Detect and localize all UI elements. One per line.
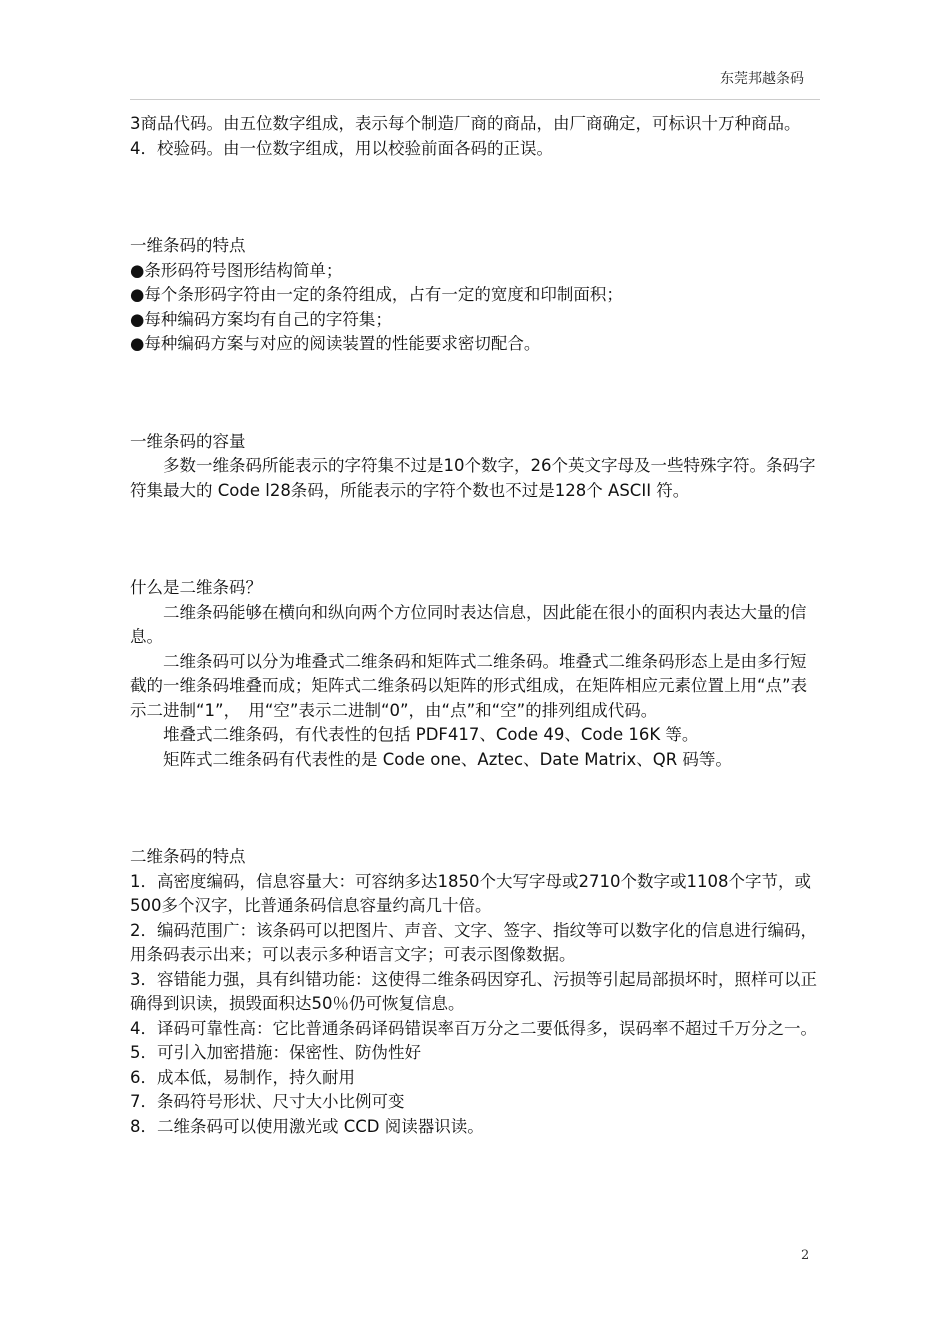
list-item: ●每种编码方案均有自己的字符集； [130, 309, 392, 329]
list-item: 4．译码可靠性高：它比普通条码译码错误率百万分之二要低得多，误码率不超过千万分之一。 [130, 1018, 817, 1038]
section-spacer [130, 161, 820, 234]
paragraph: 堆叠式二维条码，有代表性的包括 PDF417、Code 49、Code 16K 等。 [163, 725, 699, 744]
page-header: 东莞邦越条码 [720, 71, 804, 87]
list-item: 6．成本低，易制作，持久耐用 [130, 1067, 355, 1087]
page-number: 2 [801, 1248, 810, 1263]
section-spacer [130, 357, 820, 430]
list-item: 7．条码符号形状、尺寸大小比例可变 [130, 1092, 405, 1111]
list-item: 5．可引入加密措施：保密性、防伪性好 [130, 1043, 421, 1062]
paragraph: 二维条码可以分为堆叠式二维条码和矩阵式二维条码。堆叠式二维条码形态上是由多行短截的一维条码堆叠而成；矩阵式二维条码以矩阵的形式组成，在矩阵相应元素位置上用“点”表示二进制“1”， 用“空”表示二进制“0”，由“点”和“空”的排列组成代码。 [130, 651, 808, 720]
section-spacer [130, 772, 820, 845]
list-item: ●每种编码方案与对应的阅读装置的性能要求密切配合。 [130, 334, 541, 353]
paragraph-1d-capacity: 多数一维条码所能表示的字符集不过是10个数字，26个英文字母及一些特殊字符。条码字符集最大的 Code l28条码，所能表示的字符个数也不过是128个 ASCII 符。 [130, 456, 816, 500]
paragraph: 矩阵式二维条码有代表性的是 Code one、Aztec、Date Matrix、QR 码等。 [163, 749, 732, 769]
section-heading-1d-features: 一维条码的特点 [130, 236, 246, 255]
list-item: 8．二维条码可以使用激光或 CCD 阅读器识读。 [130, 1116, 484, 1136]
paragraph-product-code: 3商品代码。由五位数字组成，表示每个制造厂商的商品，由厂商确定，可标识十万种商品。 [130, 114, 801, 133]
list-item: 2．编码范围广：该条码可以把图片、声音、文字、签字、指纹等可以数字化的信息进行编码，用条码表示出来；可以表示多种语言文字；可表示图像数据。 [130, 920, 817, 964]
section-heading-what-is-2d: 什么是二维条码？ [130, 578, 262, 597]
list-item: ●条形码符号图形结构简单； [130, 260, 343, 280]
list-item: ●每个条形码字符由一定的条符组成，占有一定的宽度和印制面积； [130, 285, 623, 304]
section-heading-2d-features: 二维条码的特点 [130, 847, 246, 866]
paragraph-check-digit: 4．校验码。由一位数字组成，用以校验前面各码的正误。 [130, 138, 553, 158]
list-item: 3．容错能力强，具有纠错功能：这使得二维条码因穿孔、污损等引起局部损坏时，照样可以正确得到识读，损毁面积达50％仍可恢复信息。 [130, 969, 817, 1013]
section-heading-1d-capacity: 一维条码的容量 [130, 431, 246, 451]
section-spacer [130, 503, 820, 576]
list-item: 1．高密度编码，信息容量大：可容纳多达1850个大写字母或2710个数字或1108个字节，或500多个汉字，比普通条码信息容量约高几十倍。 [130, 871, 811, 915]
paragraph: 二维条码能够在横向和纵向两个方位同时表达信息，因此能在很小的面积内表达大量的信息。 [130, 602, 807, 646]
document-body [130, 112, 820, 1139]
header-divider [130, 99, 820, 100]
